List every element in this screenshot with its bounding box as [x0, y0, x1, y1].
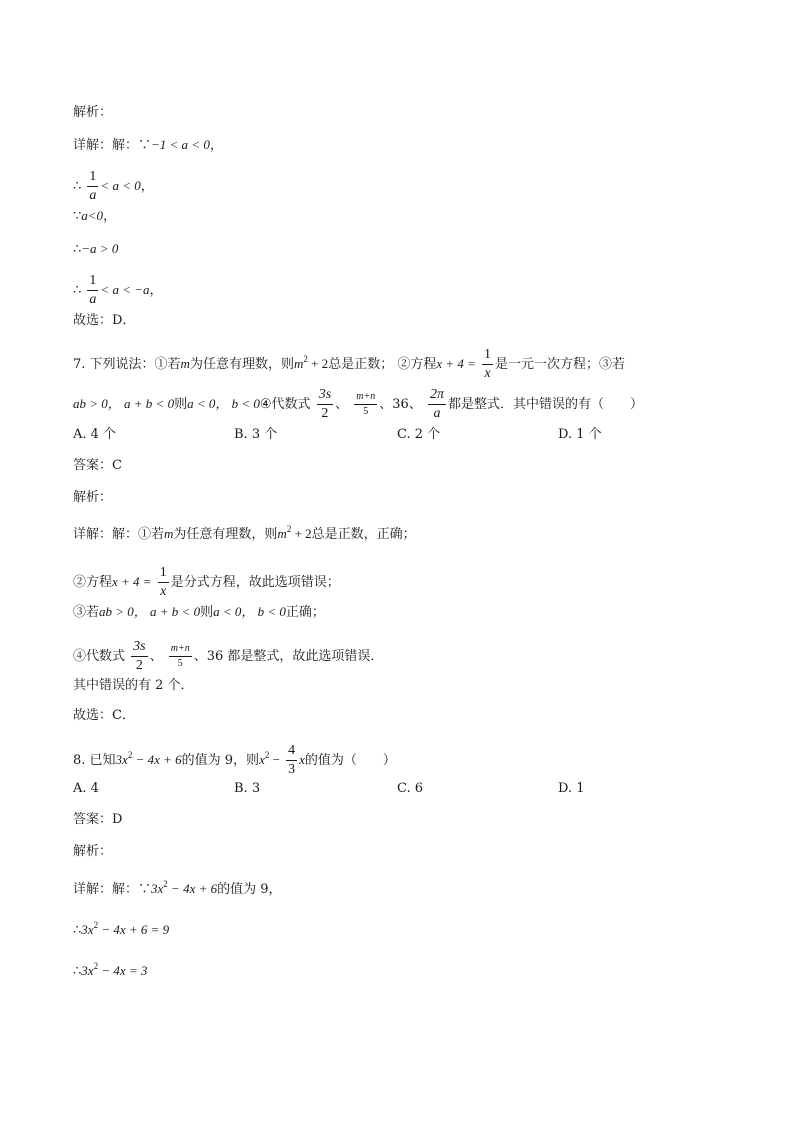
math-expr: a<0: [81, 208, 104, 223]
q7-answer: 答案：C: [73, 458, 122, 473]
q7-detail-1: [73, 525, 416, 544]
q7-detail-4: [73, 640, 383, 673]
q7-option-c: C. 2 个: [397, 427, 441, 442]
math-expr: 3x: [151, 881, 164, 896]
q8-option-b: B. 3: [234, 781, 261, 796]
q7-detail-3: [73, 603, 325, 622]
fraction: [286, 744, 297, 777]
math-var: m: [277, 526, 287, 541]
therefore-symbol: ∴: [73, 964, 82, 979]
math-expr: 3x: [81, 963, 94, 978]
fraction: [354, 392, 377, 417]
q7-choice: 故选：C．: [73, 708, 135, 723]
q7-option-d: D. 1 个: [558, 427, 602, 442]
text: 正确；: [285, 605, 325, 620]
analysis-text: 解析：: [73, 105, 113, 120]
detail-prefix: 详解：解：∵: [73, 138, 152, 153]
fraction-denominator: a: [89, 188, 97, 203]
math-expr: − 4x + 6 = 9: [98, 922, 170, 937]
q8-detail-1: [73, 880, 282, 899]
punct: ，: [140, 179, 154, 194]
fraction-numerator: 2π: [428, 388, 446, 405]
fraction-numerator: 3s: [317, 388, 333, 405]
detail-line-5: [73, 274, 163, 307]
choice-text: 故选：D．: [73, 313, 136, 328]
math-expr: x + 4 =: [436, 356, 476, 371]
math-expr: −1 < a < 0: [151, 137, 210, 152]
fraction: [87, 170, 98, 203]
math-expr: + 2: [307, 356, 329, 371]
fraction-denominator: 2: [321, 406, 329, 421]
math-expr: −a > 0: [81, 241, 119, 256]
math-expr: ab > 0， a + b < 0: [73, 396, 175, 411]
choice-line: [73, 312, 135, 330]
q7-option-a: A. 4 个: [73, 427, 117, 442]
exponent: 2: [127, 750, 133, 760]
fraction-numerator: 1: [87, 170, 98, 187]
fraction-denominator: 5: [177, 658, 183, 669]
math-expr: a < 0， b < 0: [213, 604, 286, 619]
fraction-denominator: a: [433, 406, 441, 421]
math-var: m: [293, 356, 304, 371]
therefore-symbol: ∴: [73, 242, 82, 257]
fraction: [158, 566, 169, 599]
math-expr: − 4x = 3: [98, 963, 148, 978]
math-var: m: [180, 356, 190, 371]
exponent: 2: [93, 961, 99, 971]
text: 总是正数，正确；: [311, 527, 416, 542]
text: 、36 都是整式，故此选项错误．: [193, 649, 384, 664]
fraction: [482, 348, 493, 381]
q8-option-a: A. 4: [73, 781, 99, 796]
text: ③若: [73, 605, 100, 620]
punct: 、: [335, 397, 349, 412]
therefore-symbol: ∴: [73, 179, 82, 194]
text: ②方程: [73, 575, 113, 590]
therefore-symbol: ∴: [73, 923, 82, 938]
q8-detail-2: [73, 921, 169, 940]
q7-option-b: B. 3 个: [234, 427, 278, 442]
text: ④代数式: [73, 649, 126, 664]
detail-line-3: [73, 207, 116, 226]
math-expr: − 4x + 6: [132, 752, 182, 767]
q8-answer: 答案：D: [73, 812, 123, 827]
text: 是分式方程，故此选项错误；: [170, 575, 340, 590]
punct: 、: [149, 649, 163, 664]
q8-stem: [73, 744, 396, 777]
fraction-denominator: 2: [135, 658, 143, 673]
fraction-denominator: x: [484, 366, 491, 381]
fraction-numerator: m+n: [169, 644, 192, 657]
text: 的值为 9，: [217, 882, 282, 897]
therefore-symbol: ∴: [73, 283, 82, 298]
exponent: 2: [303, 354, 308, 364]
math-expr: −: [269, 752, 280, 767]
text: 则: [174, 397, 188, 412]
q8-intro: 8. 已知: [73, 753, 116, 768]
math-expr: + 2: [291, 526, 312, 541]
detail-line-2: [73, 170, 154, 203]
text: 详解：解：∵: [73, 882, 152, 897]
math-var: x: [299, 752, 305, 767]
fraction-denominator: a: [89, 292, 97, 307]
q7-detail-2: [73, 566, 340, 599]
q7-analysis-label: 解析：: [73, 490, 113, 505]
q7-count: 其中错误的有 2 个．: [73, 678, 194, 693]
detail-line-1: [73, 136, 223, 155]
text: 是一元一次方程；③若: [495, 357, 626, 372]
fraction-denominator: 3: [288, 762, 296, 777]
text: 的值为 9，则: [181, 753, 260, 768]
fraction-numerator: 3s: [131, 640, 147, 657]
math-expr: 3x: [115, 752, 128, 767]
q7-stem-line-1: [73, 348, 625, 381]
text: ④代数式: [259, 397, 311, 412]
punct: ，: [209, 138, 223, 153]
fraction-numerator: 4: [286, 744, 297, 761]
fraction: [317, 388, 333, 421]
math-expr: < a < −a: [100, 282, 150, 297]
math-expr: a < 0， b < 0: [187, 396, 260, 411]
fraction: [131, 640, 147, 673]
text: 为任意有理数，则: [189, 357, 294, 372]
fraction-numerator: m+n: [354, 392, 377, 405]
text: 为任意有理数，则: [173, 527, 278, 542]
q8-option-c: C. 6: [397, 781, 424, 796]
q7-stem-line-2: [73, 388, 643, 421]
fraction: [87, 274, 98, 307]
fraction: [169, 644, 192, 669]
analysis-label: [73, 104, 112, 122]
text: 的值为（ ）: [304, 753, 396, 768]
text: 都是整式．其中错误的有（ ）: [447, 397, 643, 412]
text: 总是正数； ②方程: [328, 357, 437, 372]
text: 则: [200, 605, 214, 620]
exponent: 2: [286, 524, 292, 534]
exponent: 2: [163, 879, 168, 889]
fraction-denominator: 5: [363, 406, 369, 417]
q7-intro: 7. 下列说法：①若: [73, 357, 181, 372]
text: 详解：解：①若: [73, 527, 165, 542]
math-expr: 3x: [81, 922, 94, 937]
math-expr: − 4x + 6: [167, 881, 218, 896]
detail-line-4: [73, 240, 118, 259]
math-expr: x + 4 =: [112, 574, 152, 589]
fraction: [428, 388, 446, 421]
exponent: 2: [93, 920, 99, 930]
fraction-numerator: 1: [87, 274, 98, 291]
math-expr: ab > 0， a + b < 0: [99, 604, 201, 619]
because-symbol: ∵: [73, 209, 82, 224]
exponent: 2: [264, 750, 270, 760]
q8-detail-3: [73, 962, 147, 981]
q8-option-d: D. 1: [558, 781, 585, 796]
fraction-numerator: 1: [158, 566, 169, 583]
text: 、36、: [379, 397, 422, 412]
fraction-denominator: x: [160, 584, 167, 599]
punct: ，: [103, 209, 117, 224]
math-var: m: [164, 526, 174, 541]
math-expr: < a < 0: [100, 178, 141, 193]
fraction-numerator: 1: [482, 348, 493, 365]
punct: ，: [149, 283, 163, 298]
math-expr: x: [259, 752, 265, 767]
q8-analysis-label: 解析：: [73, 844, 113, 859]
